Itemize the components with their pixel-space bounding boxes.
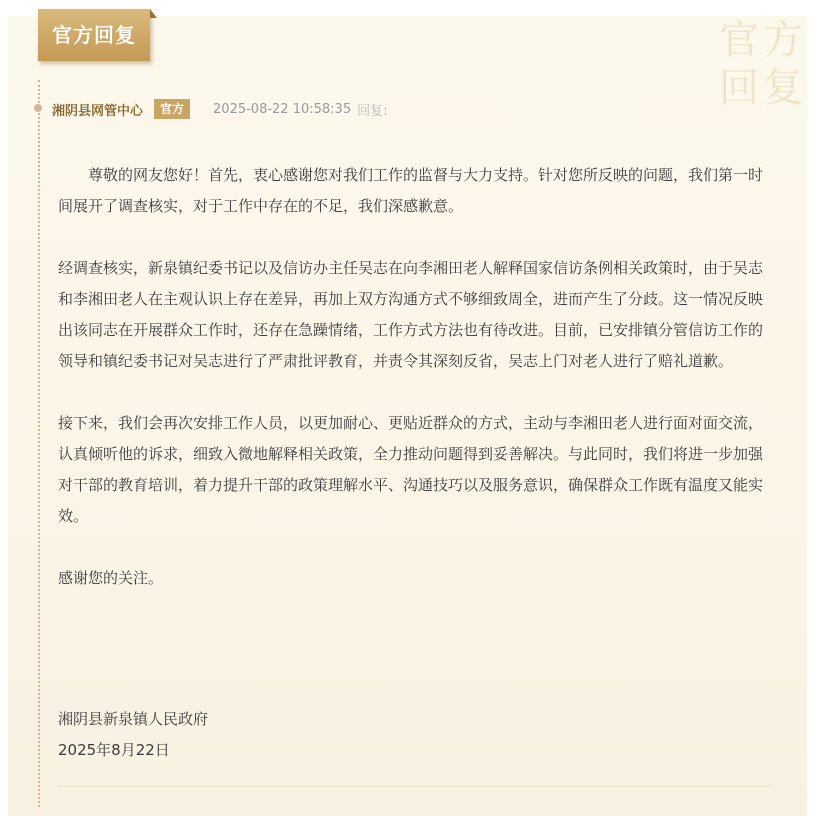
- org-name: 湘阴县网管中心: [52, 103, 144, 119]
- timeline-line: [38, 80, 40, 807]
- watermark-line-2: 回复: [719, 65, 807, 111]
- reply-meta: [52, 98, 388, 120]
- official-reply-watermark: [661, 16, 807, 112]
- reply-paragraph-2: 经调查核实，新泉镇纪委书记以及信访办主任吴志在向李湘田老人解释国家信访条例相关政策时，由于吴志和李湘田老人在主观认识上存在差异，再加上双方沟通方式不够细致周全，进而产生了分歧。这一情况反映出该同志在开展群众工作时，还存在急躁情绪，工作方式方法也有待改进。目前，已安排镇分管信访工作的领导和镇纪委书记对吴志进行了严肃批评教育，并责令其深刻反省，吴志上门对老人进行了赔礼道歉。: [58, 259, 764, 370]
- reply-signature-block: [58, 704, 208, 766]
- official-reply-tab: 官方回复: [38, 9, 150, 61]
- content-divider: [58, 786, 770, 787]
- signature-org: 湘阴县新泉镇人民政府: [58, 710, 209, 728]
- reply-paragraph-1: 尊敬的网友您好！首先，衷心感谢您对我们工作的监督与大力支持。针对您所反映的问题，我们第一时间展开了调查核实，对于工作中存在的不足，我们深感歉意。: [58, 166, 764, 215]
- reply-paragraph-4: 感谢您的关注。: [58, 569, 164, 587]
- signature-date: 2025年8月22日: [58, 741, 170, 759]
- timeline-dot: [34, 104, 42, 112]
- official-badge: 官方: [154, 99, 190, 119]
- reply-paragraph-3: 接下来，我们会再次安排工作人员，以更加耐心、更贴近群众的方式，主动与李湘田老人进行面对面交流，认真倾听他的诉求，细致入微地解释相关政策，全力推动问题得到妥善解决。与此同时，我们将进一步加强对干部的教育培训，着力提升干部的政策理解水平、沟通技巧以及服务意识，确保群众工作既有温度又能实效。: [58, 414, 764, 525]
- watermark-line-1: 官方: [719, 17, 807, 63]
- reply-label: 回复:: [357, 103, 388, 119]
- reply-content: [58, 160, 770, 625]
- tab-fold-decoration: [150, 9, 157, 18]
- reply-datetime: 2025-08-22 10:58:35: [213, 101, 352, 117]
